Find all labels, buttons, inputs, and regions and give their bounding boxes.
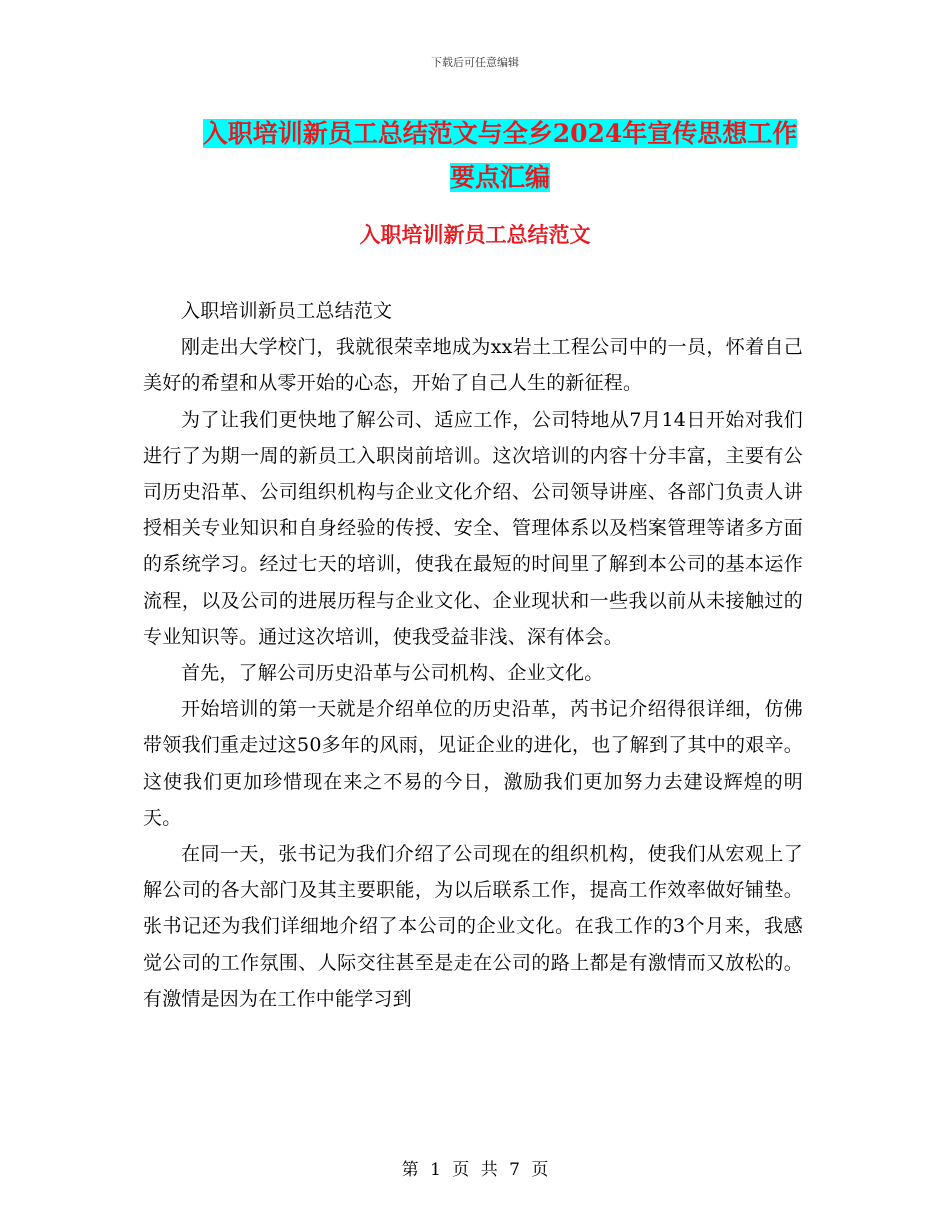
body-paragraph: 首先，了解公司历史沿革与公司机构、企业文化。 [181, 662, 604, 685]
section-title: 入职培训新员工总结范文 [359, 222, 591, 247]
body-paragraph: 为了让我们更快地了解公司、适应工作，公司特地从7月14日开始对我们进行了为期一周的新员工入职岗前培训。这次培训的内容十分丰富，主要有公司历史沿革、公司组织机构与企业文化介绍、公司领导讲座、各部门负责人讲授相关专业知识和自身经验的传授、安全、管理体系以及档案管理等诸多方面的系统学习。经过七天的培训，使我在最短的时间里了解到本公司的基本运作流程，以及公司的进展历程与企业文化、企业现状和一些我以前从未接触过的专业知识等。通过这次培训，使我受益非浅、深有体会。 [143, 408, 803, 648]
body-paragraph: 在同一天，张书记为我们介绍了公司现在的组织机构，使我们从宏观上了解公司的各大部门及其主要职能，为以后联系工作，提高工作效率做好铺垫。张书记还为我们详细地介绍了本公司的企业文化。在我工作的3个月来，我感觉公司的工作氛围、人际交往甚至是走在公司的路上都是有激情而又放松的。有激情是因为在工作中能学习到 [143, 843, 803, 1010]
page-header-note: 下载后可任意编辑 [431, 56, 519, 69]
body-paragraph: 刚走出大学校门，我就很荣幸地成为xx岩土工程公司中的一员，怀着自己美好的希望和从零开始的心态，开始了自己人生的新征程。 [143, 336, 803, 395]
document-title-line-2: 要点汇编 [449, 163, 550, 192]
body-paragraph: 入职培训新员工总结范文 [181, 300, 393, 322]
page-footer-page-number: 第 1 页 共 7 页 [401, 1160, 549, 1180]
document-body [143, 293, 803, 1017]
document-title [170, 112, 830, 200]
document-title-line-1: 入职培训新员工总结范文与全乡2024年宣传思想工作 [202, 119, 798, 148]
body-paragraph: 开始培训的第一天就是介绍单位的历史沿革，芮书记介绍得很详细，仿佛带领我们重走过这50多年的风雨，见证企业的进化，也了解到了其中的艰辛。这使我们更加珍惜现在来之不易的今日，激励我们更加努力去建设辉煌的明天。 [143, 698, 803, 829]
